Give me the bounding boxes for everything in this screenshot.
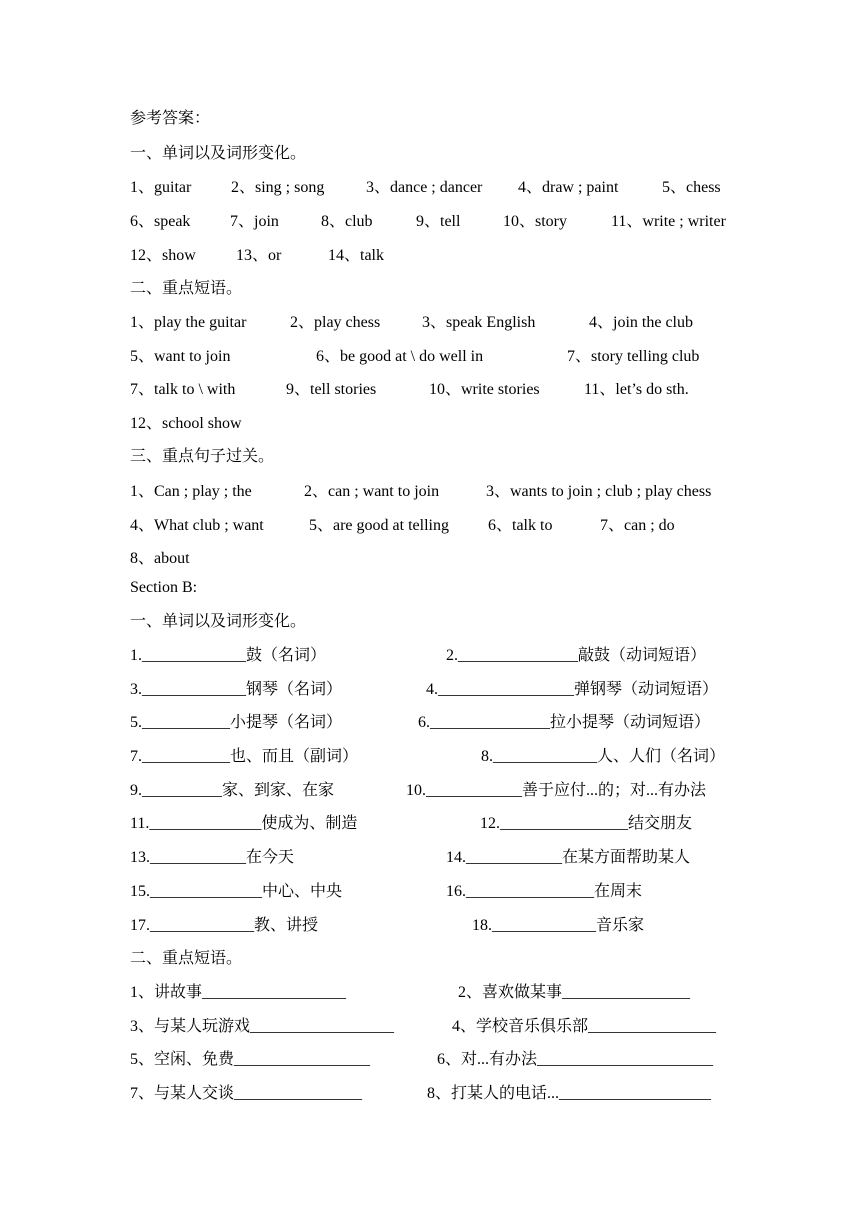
answer-item: 2、can ; want to join: [304, 483, 440, 500]
answer-item: 3、与某人玩游戏__________________: [130, 1018, 395, 1035]
answer-item: 5、chess: [662, 179, 721, 196]
answer-item: 10、story: [503, 213, 568, 230]
text-line: [0, 206, 860, 232]
answer-item: 6._______________拉小提琴（动词短语）: [418, 714, 711, 731]
text-line: [0, 977, 860, 1003]
text-line: [0, 640, 860, 666]
answer-item: 14.____________在某方面帮助某人: [446, 849, 691, 866]
answer-item: 1._____________鼓（名词）: [130, 647, 327, 664]
answer-item: 15.______________中心、中央: [130, 883, 343, 900]
answer-item: 1、讲故事__________________: [130, 984, 347, 1001]
answer-item: 3._____________钢琴（名词）: [130, 681, 343, 698]
text-line: [0, 1078, 860, 1104]
text-line: [0, 510, 860, 536]
answer-item: 7、与某人交谈________________: [130, 1085, 363, 1102]
answer-item: 12、school show: [130, 415, 242, 432]
answer-item: 6、be good at \ do well in: [316, 348, 484, 365]
text-line: [0, 842, 860, 868]
text-line: [0, 876, 860, 902]
answer-item: 7、join: [230, 213, 279, 230]
answer-item: 2._______________敲鼓（动词短语）: [446, 647, 707, 664]
answer-item: 6、talk to: [488, 517, 553, 534]
answer-item: 4、What club ; want: [130, 517, 264, 534]
text-line: [0, 543, 860, 569]
answer-item: 9、tell stories: [286, 381, 377, 398]
answer-item: 6、对...有办法______________________: [437, 1051, 714, 1068]
answer-item: 7、story telling club: [567, 348, 700, 365]
answer-item: 10、write stories: [429, 381, 540, 398]
text-line: [0, 240, 860, 266]
answer-item: 2、喜欢做某事________________: [458, 984, 691, 1001]
answer-item: 4、学校音乐俱乐部________________: [452, 1018, 717, 1035]
text-line: [0, 138, 860, 164]
text-line: [0, 1011, 860, 1037]
answer-item: 3、dance ; dancer: [366, 179, 483, 196]
text-line: [0, 577, 860, 603]
answer-item: 8、club: [321, 213, 373, 230]
text-line: [0, 408, 860, 434]
answer-item: 5、are good at telling: [309, 517, 449, 534]
answer-item: 13、or: [236, 247, 282, 264]
answer-item: 5.___________小提琴（名词）: [130, 714, 343, 731]
answer-item: 11、let’s do sth.: [584, 381, 689, 398]
answer-item: 10.____________善于应付...的；对...有办法: [406, 782, 707, 799]
text-line: [0, 374, 860, 400]
answer-item: 11.______________使成为、制造: [130, 815, 358, 832]
text-line: [0, 307, 860, 333]
answer-item: 12.________________结交朋友: [480, 815, 693, 832]
answer-item: 14、talk: [328, 247, 384, 264]
answer-item: 一、单词以及词形变化。: [130, 613, 307, 630]
answer-item: 5、want to join: [130, 348, 231, 365]
answer-item: 16.________________在周末: [446, 883, 643, 900]
answer-item: 12、show: [130, 247, 196, 264]
answer-item: 4、draw ; paint: [518, 179, 619, 196]
answer-item: 8、打某人的电话...___________________: [427, 1085, 712, 1102]
answer-item: 4、join the club: [589, 314, 693, 331]
text-line: [0, 1044, 860, 1070]
answer-item: 8._____________人、人们（名词）: [481, 748, 726, 765]
answer-item: 2、sing ; song: [231, 179, 325, 196]
answer-item: 6、speak: [130, 213, 191, 230]
text-line: [0, 674, 860, 700]
answer-item: 三、重点句子过关。: [130, 448, 275, 465]
answer-item: 3、speak English: [422, 314, 536, 331]
text-line: [0, 707, 860, 733]
answer-item: 7.___________也、而且（副词）: [130, 748, 359, 765]
text-line: [0, 910, 860, 936]
answer-item: 1、Can ; play ; the: [130, 483, 252, 500]
text-line: [0, 273, 860, 299]
text-line: [0, 103, 860, 129]
text-line: [0, 341, 860, 367]
text-line: [0, 775, 860, 801]
answer-item: 7、can ; do: [600, 517, 675, 534]
answer-item: 11、write ; writer: [611, 213, 726, 230]
answer-item: 参考答案：: [130, 110, 211, 127]
answer-item: 3、wants to join ; club ; play chess: [486, 483, 712, 500]
answer-item: 5、空闲、免费_________________: [130, 1051, 371, 1068]
answer-item: 13.____________在今天: [130, 849, 295, 866]
text-line: [0, 476, 860, 502]
text-line: [0, 172, 860, 198]
answer-item: 二、重点短语。: [130, 280, 243, 297]
answer-item: Section B:: [130, 579, 198, 596]
answer-item: 9、tell: [416, 213, 461, 230]
answer-item: 1、play the guitar: [130, 314, 247, 331]
answer-item: 7、talk to \ with: [130, 381, 236, 398]
answer-item: 2、play chess: [290, 314, 381, 331]
answer-item: 1、guitar: [130, 179, 192, 196]
text-line: [0, 808, 860, 834]
answer-item: 二、重点短语。: [130, 950, 243, 967]
answer-item: 一、单词以及词形变化。: [130, 145, 307, 162]
answer-item: 4._________________弹钢琴（动词短语）: [426, 681, 719, 698]
answer-item: 9.__________家、到家、在家: [130, 782, 335, 799]
text-line: [0, 441, 860, 467]
text-line: [0, 741, 860, 767]
text-line: [0, 606, 860, 632]
answer-item: 17._____________教、讲授: [130, 917, 319, 934]
text-line: [0, 943, 860, 969]
answer-item: 18._____________音乐家: [472, 917, 645, 934]
answer-item: 8、about: [130, 550, 190, 567]
